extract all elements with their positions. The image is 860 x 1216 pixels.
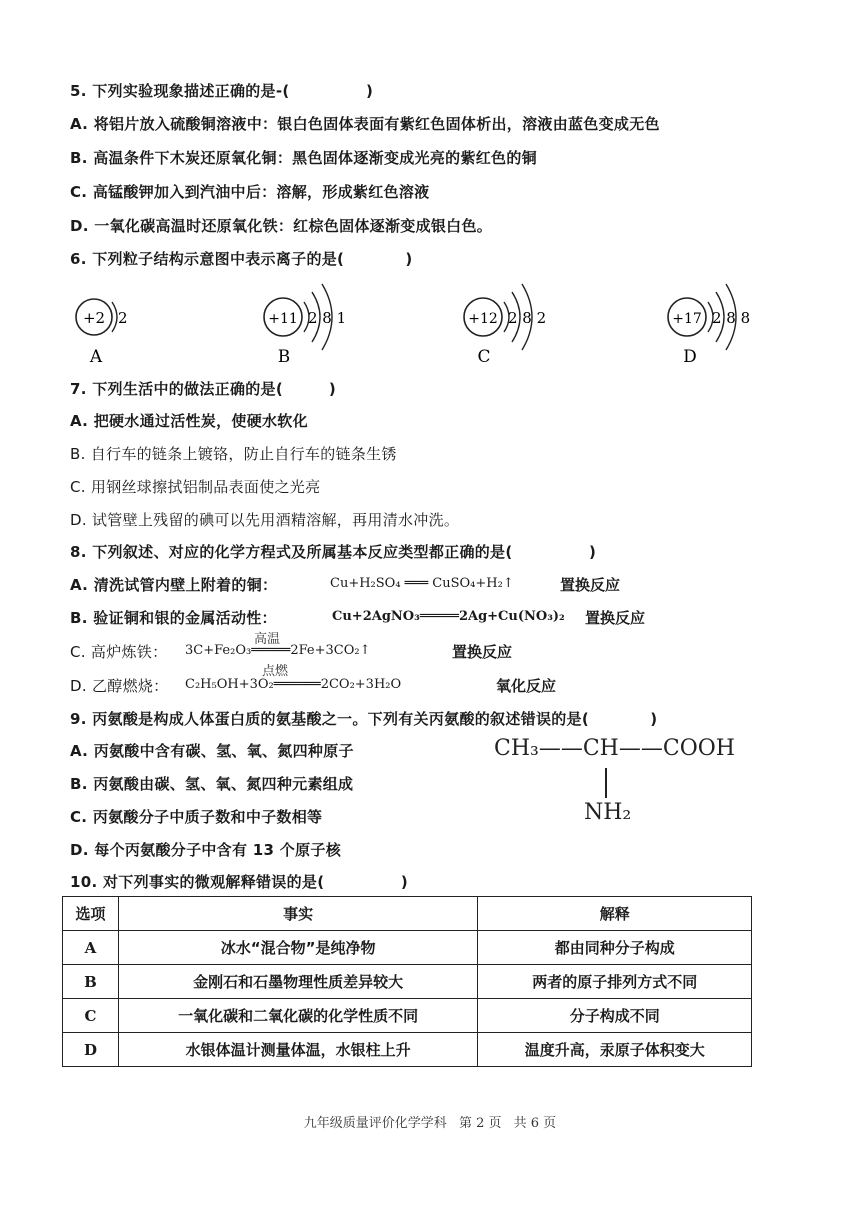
svg-text:2 8 2: 2 8 2	[508, 309, 547, 327]
atom-diagram-c	[464, 284, 546, 367]
alanine-formula-branch: NH₂	[584, 800, 632, 825]
row-fact: 冰水“混合物”是纯净物	[118, 931, 477, 965]
row-fact: 水银体温计测量体温，水银柱上升	[118, 1033, 477, 1067]
q8-stem: 8. 下列叙述、对应的化学方程式及所属基本反应类型都正确的是( )	[70, 543, 597, 561]
q6-stem: 6. 下列粒子结构示意图中表示离子的是( )	[70, 250, 413, 268]
q8-row-d-condition: 点燃	[262, 664, 289, 679]
row-option: D	[63, 1033, 119, 1067]
row-option: A	[63, 931, 119, 965]
q8-row-d-equation: C₂H₅OH+3O₂══════2CO₂+3H₂O	[185, 677, 402, 692]
footer-course: 九年级质量评价化学学科	[303, 1116, 447, 1131]
q9-option-d: D. 每个丙氨酸分子中含有 13 个原子核	[70, 841, 341, 859]
row-fact: 金刚石和石墨物理性质差异较大	[118, 965, 477, 999]
svg-text:2 8 8: 2 8 8	[712, 309, 751, 327]
table-row	[63, 1033, 752, 1067]
row-explanation: 温度升高，汞原子体积变大	[478, 1033, 752, 1067]
atom-diagram-b	[264, 284, 346, 367]
q7-option-d: D. 试管壁上残留的碘可以先用酒精溶解，再用清水冲洗。	[70, 511, 460, 529]
svg-text:2: 2	[118, 309, 128, 327]
q9-option-c: C. 丙氨酸分子中质子数和中子数相等	[70, 808, 323, 826]
q9-stem: 9. 丙氨酸是构成人体蛋白质的氨基酸之一。下列有关丙氨酸的叙述错误的是( )	[70, 710, 658, 728]
q5-stem: 5. 下列实验现象描述正确的是-( )	[70, 82, 374, 100]
svg-text:2 8 1: 2 8 1	[308, 309, 347, 327]
header-explanation: 解释	[478, 897, 752, 931]
q8-row-c-condition: 高温	[254, 632, 281, 647]
table-row	[63, 931, 752, 965]
q7-option-a: A. 把硬水通过活性炭，使硬水软化	[70, 412, 308, 430]
q8-row-c-type: 置换反应	[452, 643, 513, 661]
svg-text:+17: +17	[672, 311, 702, 327]
svg-text:D: D	[683, 347, 697, 367]
q5-option-b: B. 高温条件下木炭还原氧化铜：黑色固体逐渐变成光亮的紫红色的铜	[70, 149, 537, 167]
svg-text:B: B	[277, 347, 291, 367]
atom-diagram-d	[668, 284, 750, 367]
row-option: B	[63, 965, 119, 999]
svg-text:C: C	[477, 347, 491, 367]
q5-option-d: D. 一氧化碳高温时还原氧化铁：红棕色固体逐渐变成银白色。	[70, 217, 493, 235]
q10-table	[62, 896, 752, 1067]
atom-diagram-a	[76, 299, 128, 367]
table-row	[63, 965, 752, 999]
q8-row-a-equation: Cu+H₂SO₄ ═══ CuSO₄+H₂↑	[330, 576, 514, 591]
alanine-formula-bond	[605, 768, 607, 798]
footer-total: 共 6 页	[513, 1116, 557, 1131]
q8-row-a-type: 置换反应	[560, 576, 621, 594]
svg-text:+12: +12	[468, 311, 498, 327]
q7-option-b: B. 自行车的链条上镀铬，防止自行车的链条生锈	[70, 445, 397, 463]
q8-row-c-equation: 3C+Fe₂O₃═════2Fe+3CO₂↑	[185, 643, 371, 658]
q8-row-d-desc: D. 乙醇燃烧：	[70, 677, 169, 695]
q8-row-b-desc: B. 验证铜和银的金属活动性：	[70, 609, 277, 627]
page-footer	[0, 1112, 860, 1131]
alanine-formula-main: CH₃——CH——COOH	[494, 736, 735, 761]
svg-text:+11: +11	[268, 311, 298, 327]
q10-stem: 10. 对下列事实的微观解释错误的是( )	[70, 873, 409, 891]
row-fact: 一氧化碳和二氧化碳的化学性质不同	[118, 999, 477, 1033]
q9-option-b: B. 丙氨酸由碳、氢、氧、氮四种元素组成	[70, 775, 354, 793]
svg-text:+2: +2	[82, 309, 106, 327]
table-row	[63, 999, 752, 1033]
q9-option-a: A. 丙氨酸中含有碳、氢、氧、氮四种原子	[70, 742, 354, 760]
q8-row-c-desc: C. 高炉炼铁：	[70, 643, 168, 661]
q5-option-c: C. 高锰酸钾加入到汽油中后：溶解，形成紫红色溶液	[70, 183, 430, 201]
q8-row-b-type: 置换反应	[585, 609, 646, 627]
svg-text:A: A	[89, 347, 103, 367]
atom-structure-diagrams	[60, 282, 780, 372]
q8-row-b-equation: Cu+2AgNO₃═════2Ag+Cu(NO₃)₂	[332, 609, 565, 624]
row-explanation: 两者的原子排列方式不同	[478, 965, 752, 999]
q8-row-d-type: 氧化反应	[496, 677, 557, 695]
q8-row-a-desc: A. 清洗试管内壁上附着的铜：	[70, 576, 278, 594]
table-header-row	[63, 897, 752, 931]
q7-stem: 7. 下列生活中的做法正确的是( )	[70, 380, 337, 398]
row-explanation: 都由同种分子构成	[478, 931, 752, 965]
row-option: C	[63, 999, 119, 1033]
q7-option-c: C. 用钢丝球擦拭铝制品表面使之光亮	[70, 478, 321, 496]
header-option: 选项	[63, 897, 119, 931]
q5-option-a: A. 将铝片放入硫酸铜溶液中：银白色固体表面有紫红色固体析出，溶液由蓝色变成无色	[70, 115, 660, 133]
row-explanation: 分子构成不同	[478, 999, 752, 1033]
header-fact: 事实	[118, 897, 477, 931]
footer-page: 第 2 页	[458, 1116, 502, 1131]
